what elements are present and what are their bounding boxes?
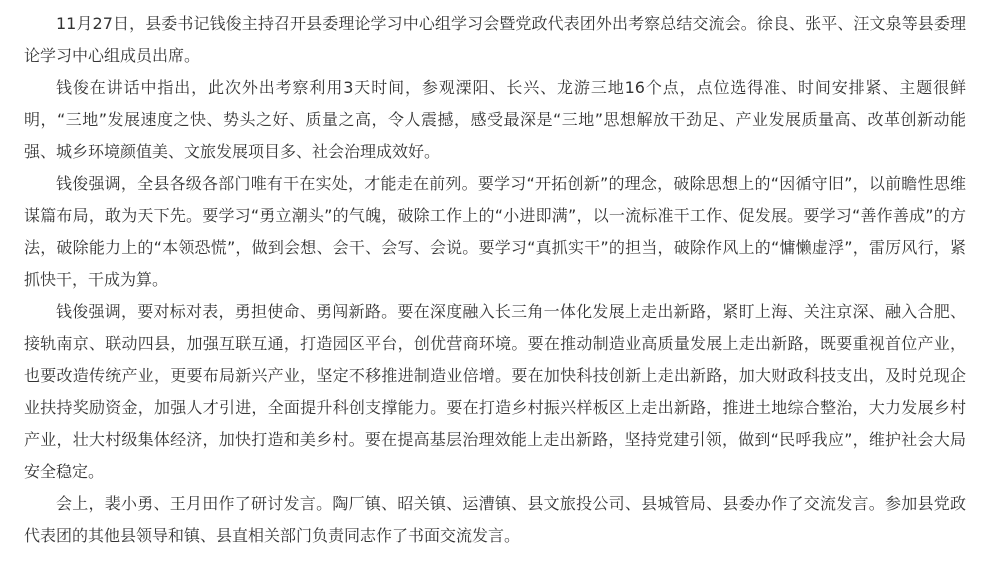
paragraph-meeting-intro: 11月27日，县委书记钱俊主持召开县委理论学习中心组学习会暨党政代表团外出考察总结交流会。徐良、张平、汪文泉等县委理论学习中心组成员出席。 — [24, 14, 966, 65]
paragraph-learning-requirements: 钱俊强调，全县各级各部门唯有干在实处，才能走在前列。要学习“开拓创新”的理念，破除思想上的“因循守旧”，以前瞻性思维谋篇布局，敢为天下先。要学习“勇立潮头”的气魄，破除工作上的“小进即满”，以一流标准干工作、促发展。要学习“善作善成”的方法，破除能力上的“本领恐慌”，做到会想、会干、会写、会说。要学习“真抓实干”的担当，破除作风上的“慵懒虚浮”，雷厉风行，紧抓快干，干成为算。 — [24, 174, 966, 289]
paragraph-speeches: 会上，裴小勇、王月田作了研讨发言。陶厂镇、昭关镇、运漕镇、县文旅投公司、县城管局、县委办作了交流发言。参加县党政代表团的其他县领导和镇、县直相关部门负责同志作了书面交流发言。 — [24, 494, 966, 545]
paragraph-inspection-summary: 钱俊在讲话中指出，此次外出考察利用3天时间，参观溧阳、长兴、龙游三地16个点，点位选得准、时间安排紧、主题很鲜明，“三地”发展速度之快、势头之好、质量之高，令人震撼，感受最深是“三地”思想解放干劲足、产业发展质量高、改革创新动能强、城乡环境颜值美、文旅发展项目多、社会治理成效好。 — [24, 78, 966, 161]
paragraph-new-paths: 钱俊强调，要对标对表，勇担使命、勇闯新路。要在深度融入长三角一体化发展上走出新路，紧盯上海、关注京深、融入合肥、接轨南京、联动四县，加强互联互通，打造园区平台，创优营商环境。要在推动制造业高质量发展上走出新路，既要重视首位产业，也要改造传统产业，更要布局新兴产业，坚定不移推进制造业倍增。要在加快科技创新上走出新路，加大财政科技支出，及时兑现企业扶持奖励资金，加强人才引进，全面提升科创支撑能力。要在打造乡村振兴样板区上走出新路，推进土地综合整治，大力发展乡村产业，壮大村级集体经济，加快打造和美乡村。要在提高基层治理效能上走出新路，坚持党建引领，做到“民呼我应”，维护社会大局安全稳定。 — [24, 302, 966, 481]
